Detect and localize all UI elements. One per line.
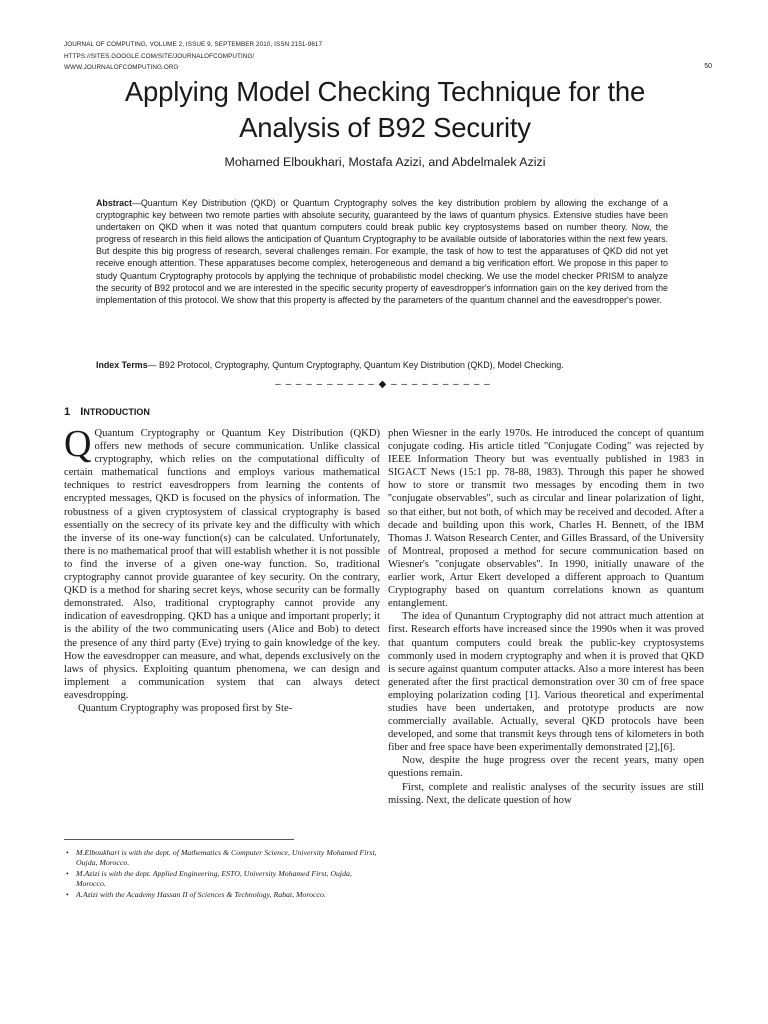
drop-cap: Q (64, 423, 92, 465)
abstract-label: Abstract (96, 198, 133, 208)
title-line-2: Analysis of B92 Security (239, 112, 531, 143)
footnote-item: • A.Azizi with the Academy Hassan II of Sciences & Technology, Rabat, Morocco. (64, 890, 380, 900)
page-number: 50 (704, 63, 712, 70)
abstract-dash: — (132, 198, 141, 208)
body-paragraph: phen Wiesner in the early 1970s. He introduced the concept of quantum conjugate coding. His article titled "Conjugate Coding" was rejected by IEEE Information Theory but was eventually published in 1983 in SIGACT News (15:1 pp. 78-88, 1983). Through this paper he showed how to store or transmit two messages by encoding them in two ''conjugate observables'', such as circular and linear polarization of light, so that either, but not both, of which may be received and decoded. After a decade and building upon this work, Charles H. Bennett, of the IBM Thomas J. Watson Research Center, and Gilles Brassard, of the University of Montreal, proposed a method for secure communication based on Wiesner's ''conjugate observables''. In 1990, initially unaware of the earlier work, Artur Ekert developed a different approach to Quantum Cryptography based on quantum correlations known as quantum entanglement. (388, 428, 704, 610)
section-separator: – – – – – – – – – – ◆ – – – – – – – – – – (275, 379, 491, 390)
authors: Mohamed Elboukhari, Mostafa Azizi, and Abdelmalek Azizi (224, 155, 546, 169)
abstract-text: Quantum Key Distribution (QKD) or Quantum Cryptography solves the key distribution problem by allowing the exchange of a cryptographic key between two remote parties with absolute security, guaranteed by the laws of quantum physics. Extensive studies have been undertaken on QKD when it was noted that quantum computers could break public key cryptosystems based on number theory. Now, the progress of research in this field allows the anticipation of Quantum Cryptography to be available outside of laboratories within the next few years. But despite this big progress of research, several challenges remain. For example, the task of how to test the apparatuses of QKD did not yet receive enough attention. These apparatuses become complex, heterogeneous and demand a big verification effort. We propose in this paper to study Quantum Cryptography protocols by applying the technique of probabilistic model checking. We use the model checker PRISM to analyze the security of B92 protocol and we are interested in the specific security property of eavesdropper's information gain on the key derived from the implementation of this protocol. We show that this property is affected by the parameters of the quantum channel and the eavesdropper's power. (96, 198, 668, 305)
footnote-item: • M.Elboukhari is with the dept. of Mathematics & Computer Science, University Mohamed First, Oujda, Morocco. (64, 848, 380, 869)
body-paragraph: First, complete and realistic analyses of the security issues are still missing. Next, the delicate question of how (388, 781, 704, 806)
title-line-1: Applying Model Checking Technique for the (124, 76, 646, 107)
author-footnotes (64, 848, 380, 900)
right-column (388, 427, 704, 807)
journal-header-line: JOURNAL OF COMPUTING, VOLUME 2, ISSUE 9, SEPTEMBER 2010, ISSN 2151-9617 (64, 41, 323, 48)
index-terms-text: — B92 Protocol, Cryptography, Quntum Cryptography, Quantum Key Distribution (QKD), Model Checking. (147, 360, 564, 370)
paper-title (40, 74, 730, 146)
section-title-rest: NTRODUCTION (83, 407, 150, 417)
section-title-initial: I (80, 406, 84, 418)
footnote-item: • M.Azizi is with the dept. Applied Engineering, ESTO, University Mohamed First, Oujda, Morocco. (64, 869, 380, 890)
journal-url[interactable]: HTTPS://SITES.GOOGLE.COM/SITE/JOURNALOFCOMPUTING/ (64, 53, 255, 60)
intro-paragraph-1-text: Quantum Cryptography or Quantum Key Distribution (QKD) offers new methods of secure communication. Unlike classical cryptography, which relies on the computational difficulty of certain mathematical functions and employs various mathematical techniques to restrict eavesdroppers from learning the contents of encrypted messages, QKD is focused on the physics of information. The robustness of a given cryptosystem of classical cryptography is based essentially on the secrecy of its private key and the difficulty with which the inverse of its one-way function(s) can be calculated. Unfortunately, there is no mathematical proof that will establish whether it is not possible to find the inverse of a given one-way function. So, traditional cryptography cannot provide guarantee of key security. On the contrary, QKD is a method for sharing secret keys, whose security can be formally demonstrated. Also, traditional cryptography cannot provide any indication of eavesdropping. QKD has a unique and important properly; it is the ability of the two communicating users (Alice and Bob) to detect the presence of any third party (Eve) trying to gain knowledge of the key. How the eavesdropper can measure, and what, depends exclusively on the laws of physics. Exploiting quantum phenomena, we can design and implement a communication system that can always detect eavesdropping. (64, 428, 380, 701)
abstract (96, 197, 668, 306)
index-terms-label: Index Terms (96, 360, 148, 370)
body-paragraph: Now, despite the huge progress over the recent years, many open questions remain. (388, 755, 704, 780)
intro-paragraph-1 (64, 423, 380, 702)
body-paragraph: The idea of Qunantum Cryptography did not attract much attention at first. Research efforts have increased since the 1990s when it was proved that quantum computers could break the public-key cryptosystems commonly used in modern cryptography and when it is proved that QKD is secure against quantum computer attacks. Also a more interest has been generated after the first practical demonstration over 30 cm of free space employing polarization coding [1]. Various theoretical and experimental studies have been undertaken, and prototype products are now commercially available. Actually, several QKD protocols have been developed, and some that transmit keys through tens of kilometers in both fiber and free space have been experimentally demonstrated [2],[6]. (388, 611, 704, 754)
section-number: 1 (64, 406, 71, 418)
journal-website[interactable]: WWW.JOURNALOFCOMPUTING.ORG (64, 64, 179, 71)
index-terms (96, 359, 668, 371)
section-heading (64, 406, 150, 418)
footnote-divider (64, 839, 294, 840)
intro-paragraph-2: Quantum Cryptography was proposed first by Ste- (78, 702, 293, 714)
left-column (64, 423, 380, 715)
